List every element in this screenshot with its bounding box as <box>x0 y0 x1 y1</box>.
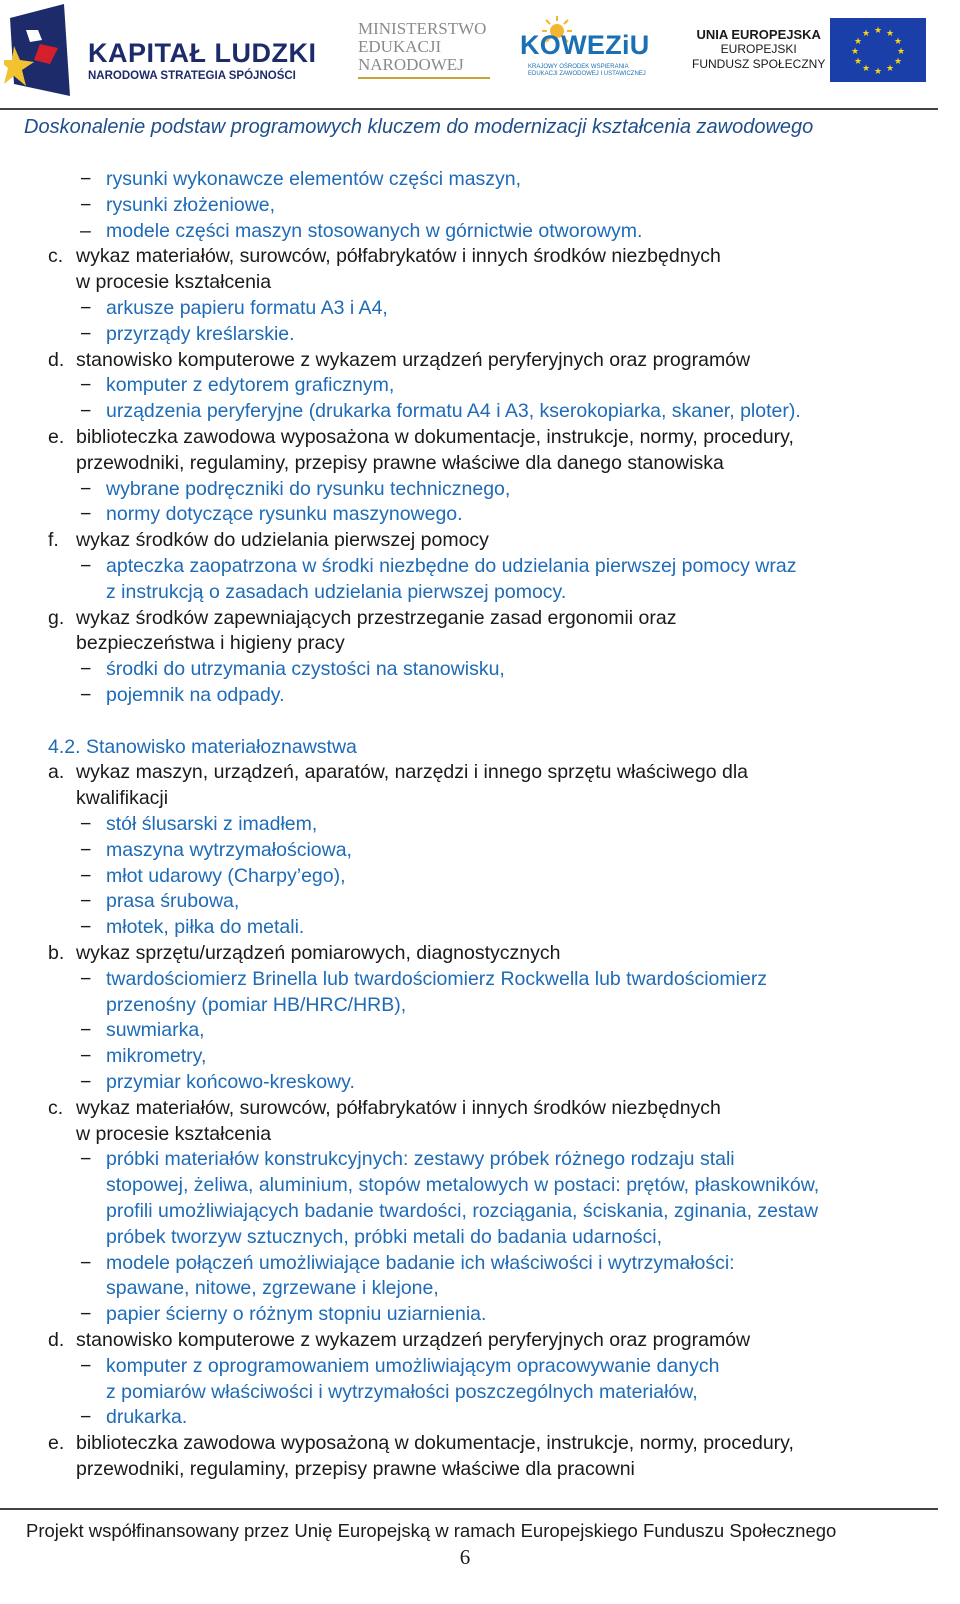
kapital-ludzki-subtitle: NARODOWA STRATEGIA SPÓJNOŚCI <box>88 70 296 82</box>
dash-marker: − <box>80 400 92 422</box>
list-item-marker: b. <box>48 942 65 964</box>
list-item-text: wykaz środków zapewniających przestrzeganie zasad ergonomii oraz <box>76 607 677 629</box>
svg-text:★: ★ <box>853 57 863 67</box>
list-subitem-text: próbek tworzyw sztucznych, próbki metali do badania udarności, <box>106 1226 663 1248</box>
list-subitem-text: apteczka zaopatrzona w środki niezbędne do udzielania pierwszej pomocy wraz <box>106 555 797 577</box>
running-title: Doskonalenie podstaw programowych kluczem do modernizacji kształcenia zawodowego <box>24 116 814 138</box>
kowezu-subtitle-line: KRAJOWY OŚRODEK WSPIERANIA <box>528 64 629 70</box>
list-subitem-text: komputer z edytorem graficznym, <box>106 374 395 396</box>
list-subitem-text: komputer z oprogramowaniem umożliwiającym opracowywanie danych <box>106 1355 720 1377</box>
ministerstwo-line: NARODOWEJ <box>358 55 464 74</box>
list-subitem-text: papier ścierny o różnym stopniu uziarnienia. <box>106 1303 487 1325</box>
list-item-marker: e. <box>48 1432 65 1454</box>
ministerstwo-underline <box>358 77 490 79</box>
list-subitem-text: z instrukcją o zasadach udzielania pierwszej pomocy. <box>106 581 567 603</box>
list-subitem-text: stopowej, żeliwa, aluminium, stopów metalowych w postaci: prętów, płaskowników, <box>106 1174 820 1196</box>
dash-marker: − <box>80 916 92 938</box>
svg-text:★: ★ <box>893 57 903 67</box>
dash-marker: − <box>80 1148 92 1170</box>
list-item-text: kwalifikacji <box>76 787 169 809</box>
list-subitem-text: arkusze papieru formatu A3 i A4, <box>106 297 388 319</box>
list-item-text: przewodniki, regulaminy, przepisy prawne właściwe dla danego stanowiska <box>76 452 724 474</box>
kapital-ludzki-logo <box>0 0 320 100</box>
list-subitem-text: maszyna wytrzymałościowa, <box>106 839 352 861</box>
list-item-marker: c. <box>48 245 64 267</box>
svg-text:★: ★ <box>850 47 860 57</box>
dash-marker: − <box>80 503 92 525</box>
list-subitem-text: próbki materiałów konstrukcyjnych: zestawy próbek różnego rodzaju stali <box>106 1148 735 1170</box>
list-item-marker: f. <box>48 529 59 551</box>
dash-marker: − <box>80 658 92 680</box>
svg-text:★: ★ <box>873 67 883 77</box>
list-item-marker: c. <box>48 1097 64 1119</box>
svg-text:★: ★ <box>885 29 895 39</box>
list-subitem-text: młot udarowy (Charpy’ego), <box>106 865 346 887</box>
list-item-text: wykaz środków do udzielania pierwszej pomocy <box>76 529 489 551</box>
kowezu-title: KOWEZiU <box>520 30 650 60</box>
dash-marker: − <box>80 813 92 835</box>
section-heading-text: 4.2. Stanowisko materiałoznawstwa <box>48 736 357 758</box>
dash-marker: − <box>80 374 92 396</box>
dash-marker: − <box>80 1355 92 1377</box>
ue-line-2: EUROPEJSKI <box>720 42 797 56</box>
list-subitem-text: drukarka. <box>106 1406 188 1428</box>
list-item-text: w procesie kształcenia <box>76 271 272 293</box>
list-item-marker: d. <box>48 349 65 371</box>
svg-text:★: ★ <box>861 29 871 39</box>
kapital-ludzki-emblem-icon <box>4 0 84 100</box>
ue-line-1: UNIA EUROPEJSKA <box>696 27 821 42</box>
dash-marker: − <box>80 968 92 990</box>
list-subitem-text: twardościomierz Brinella lub twardościomierz Rockwella lub twardościomierz <box>106 968 768 990</box>
list-subitem-text: rysunki wykonawcze elementów części maszyn, <box>106 168 522 190</box>
list-item-text: stanowisko komputerowe z wykazem urządzeń peryferyjnych oraz programów <box>76 349 751 371</box>
ministerstwo-line: EDUKACJI <box>358 37 442 56</box>
dash-marker: − <box>80 839 92 861</box>
list-subitem-text: profili umożliwiających badanie twardości, rozciągania, ściskania, zginania, zestaw <box>106 1200 819 1222</box>
list-subitem-text: spawane, nitowe, zgrzewane i klejone, <box>106 1277 439 1299</box>
list-item-text: w procesie kształcenia <box>76 1123 272 1145</box>
dash-marker: − <box>80 1019 92 1041</box>
list-subitem-text: rysunki złożeniowe, <box>106 194 276 216</box>
list-subitem-text: z pomiarów właściwości i wytrzymałości poszczególnych materiałów, <box>106 1381 698 1403</box>
dash-marker: − <box>80 1252 92 1274</box>
svg-text:★: ★ <box>861 64 871 74</box>
ue-line-3: FUNDUSZ SPOŁECZNY <box>692 57 826 71</box>
list-subitem-text: przyrządy kreślarskie. <box>106 323 295 345</box>
dash-marker: − <box>80 1303 92 1325</box>
footer-text: Projekt współfinansowany przez Unię Europejską w ramach Europejskiego Funduszu Społecznego <box>26 1520 837 1541</box>
list-item-text: bezpieczeństwa i higieny pracy <box>76 632 345 654</box>
kowezu-subtitle-line: EDUKACJI ZAWODOWEJ I USTAWICZNEJ <box>528 71 646 77</box>
dash-marker: − <box>80 168 92 190</box>
dash-marker: − <box>80 478 92 500</box>
header-divider <box>0 108 938 110</box>
list-subitem-text: modele części maszyn stosowanych w górnictwie otworowym. <box>106 220 643 242</box>
dash-marker: − <box>80 1071 92 1093</box>
list-subitem-text: mikrometry, <box>106 1045 207 1067</box>
list-item-text: biblioteczka zawodowa wyposażona w dokumentacje, instrukcje, normy, procedury, <box>76 426 794 448</box>
svg-text:★: ★ <box>853 37 863 47</box>
list-item-marker: g. <box>48 607 65 629</box>
list-subitem-text: stół ślusarski z imadłem, <box>106 813 318 835</box>
list-item-marker: d. <box>48 1329 65 1351</box>
list-subitem-text: pojemnik na odpady. <box>106 684 285 706</box>
kapital-ludzki-wordmark <box>88 38 316 82</box>
list-item-text: wykaz materiałów, surowców, półfabrykatów i innych środków niezbędnych <box>76 1097 721 1119</box>
dash-marker: − <box>80 1406 92 1428</box>
kowezu-subtitle <box>528 64 646 78</box>
footer-divider <box>0 1508 938 1510</box>
list-subitem-text: wybrane podręczniki do rysunku technicznego, <box>106 478 511 500</box>
dash-marker: − <box>80 684 92 706</box>
ministerstwo-logo <box>358 20 490 79</box>
header-logos <box>0 0 960 112</box>
list-item-text: biblioteczka zawodowa wyposażoną w dokumentacje, instrukcje, normy, procedury, <box>76 1432 794 1454</box>
list-subitem-text: prasa śrubowa, <box>106 890 240 912</box>
list-subitem-text: środki do utrzymania czystości na stanowisku, <box>106 658 505 680</box>
list-subitem-text: przenośny (pomiar HB/HRC/HRB), <box>106 994 407 1016</box>
list-subitem-text: urządzenia peryferyjne (drukarka formatu A4 i A3, kserokopiarka, skaner, ploter). <box>106 400 801 422</box>
list-item-text: wykaz sprzętu/urządzeń pomiarowych, diagnostycznych <box>76 942 561 964</box>
list-subitem-text: przymiar końcowo-kreskowy. <box>106 1071 355 1093</box>
eu-flag-icon <box>830 18 926 82</box>
dash-marker: − <box>80 865 92 887</box>
svg-text:★: ★ <box>873 26 883 36</box>
list-item-marker: e. <box>48 426 65 448</box>
list-subitem-text: młotek, piłka do metali. <box>106 916 305 938</box>
svg-text:★: ★ <box>885 64 895 74</box>
dash-marker: − <box>80 194 92 216</box>
list-item-text: wykaz materiałów, surowców, półfabrykatów i innych środków niezbędnych <box>76 245 721 267</box>
kowezu-logo <box>520 18 650 78</box>
svg-text:★: ★ <box>893 37 903 47</box>
dash-marker: − <box>80 1045 92 1067</box>
dash-marker: − <box>80 555 92 577</box>
kapital-ludzki-title: KAPITAŁ LUDZKI <box>88 38 317 68</box>
list-subitem-text: suwmiarka, <box>106 1019 205 1041</box>
svg-text:★: ★ <box>896 47 906 57</box>
unia-europejska-logo <box>692 27 825 72</box>
list-item-text: przewodniki, regulaminy, przepisy prawne właściwe dla pracowni <box>76 1458 635 1480</box>
dash-marker: − <box>80 890 92 912</box>
ministerstwo-line: MINISTERSTWO <box>358 19 487 38</box>
dash-marker: − <box>80 297 92 319</box>
list-subitem-text: modele połączeń umożliwiające badanie ich właściwości i wytrzymałości: <box>106 1252 735 1274</box>
dash-marker: – <box>80 220 91 242</box>
list-subitem-text: normy dotyczące rysunku maszynowego. <box>106 503 463 525</box>
dash-marker: − <box>80 323 92 345</box>
list-item-text: wykaz maszyn, urządzeń, aparatów, narzędzi i innego sprzętu właściwego dla <box>76 761 749 783</box>
page-number: 6 <box>459 1545 471 1569</box>
list-item-marker: a. <box>48 761 65 783</box>
list-item-text: stanowisko komputerowe z wykazem urządzeń peryferyjnych oraz programów <box>76 1329 751 1351</box>
